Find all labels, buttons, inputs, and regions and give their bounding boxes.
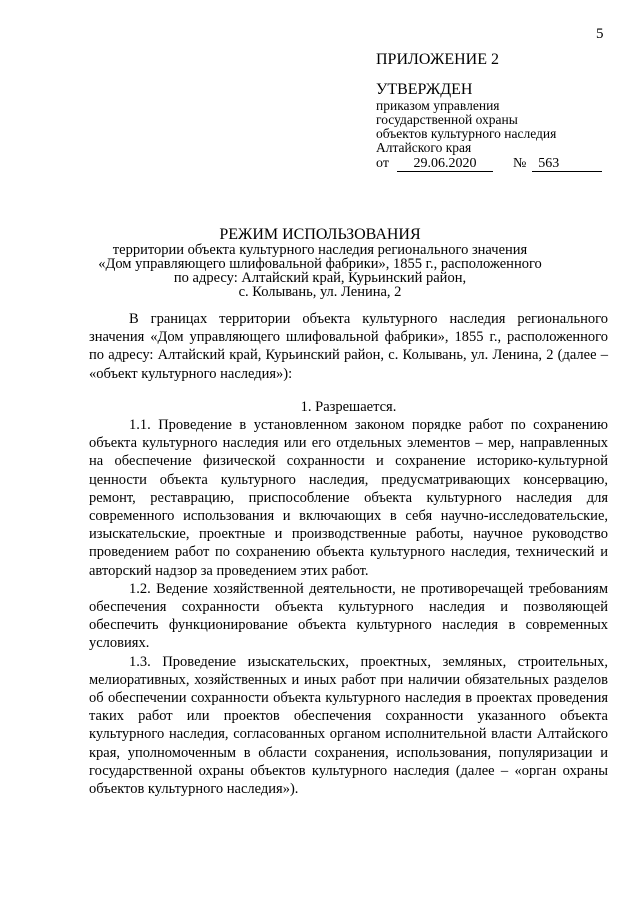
date-label: от xyxy=(376,156,389,171)
approval-line: Алтайского края xyxy=(376,140,472,155)
document-title xyxy=(0,226,640,299)
title-line: с. Колывань, ул. Ленина, 2 xyxy=(238,284,402,300)
appendix-label: ПРИЛОЖЕНИЕ 2 xyxy=(376,51,500,68)
item-paragraph: 1.1. Проведение в установленном законом порядке работ по сохранению объекта культурного наследия или его отдельных элементов – мер, направленных на обеспечение физической сохранности и сохранение историко-культурной ценности объекта культурного наследия, предусматривающих консервацию, ремонт, реставрацию, приспособление объекта культурного наследия для современного использования и включающих в себя научно-исследовательские, изыскательские, проектные и производственные работы, научное руководство проведением работ по сохранению объекта культурного наследия, технический и авторский надзор за проведением этих работ. xyxy=(89,417,608,579)
approved-label: УТВЕРЖДЕН xyxy=(376,81,473,98)
order-date: 29.06.2020 xyxy=(397,157,493,172)
section-heading: 1. Разрешается. xyxy=(300,398,397,415)
item-paragraph: 1.3. Проведение изыскательских, проектных, земляных, строительных, мелиоративных, хозяйственных и иных работ при наличии обязательных разделов об обеспечении сохранности объекта культурного наследия в проектах проведения таких работ или проектов обеспечения сохранности указанного объекта культурного наследия, согласованных органом исполнительной власти Алтайского края, уполномоченным в области сохранения, использования, популяризации и государственной охраны объектов культурного наследия (далее – «орган охраны объектов культурного наследия»). xyxy=(89,653,608,798)
title-line: территории объекта культурного наследия регионального значения xyxy=(112,242,528,258)
approval-line: приказом управления xyxy=(376,98,500,113)
approval-block xyxy=(376,51,602,172)
intro-paragraph: В границах территории объекта культурного наследия регионального значения «Дом управляющего шлифовальной фабрики», 1855 г., расположенного по адресу: Алтайский край, Курьинский район, с. Колывань, ул. Ленина, 2 (далее – «объект культурного наследия»): xyxy=(89,311,608,382)
title-main: РЕЖИМ ИСПОЛЬЗОВАНИЯ xyxy=(219,226,421,243)
number-label: № xyxy=(512,156,527,171)
title-line: по адресу: Алтайский край, Курьинский район, xyxy=(173,270,467,286)
page-number: 5 xyxy=(596,26,604,42)
title-line: «Дом управляющего шлифовальной фабрики», 1855 г., расположенного xyxy=(98,256,542,272)
approval-line: объектов культурного наследия xyxy=(376,126,557,141)
order-number: 563 xyxy=(532,157,602,172)
order-date-number xyxy=(376,157,602,172)
item-paragraph: 1.2. Ведение хозяйственной деятельности, не противоречащей требованиям обеспечения сохранности объекта культурного наследия и позволяющей обеспечить функционирование объекта культурного наследия в современных условиях. xyxy=(89,580,608,652)
approval-line: государственной охраны xyxy=(376,112,518,127)
document-body xyxy=(89,310,608,798)
